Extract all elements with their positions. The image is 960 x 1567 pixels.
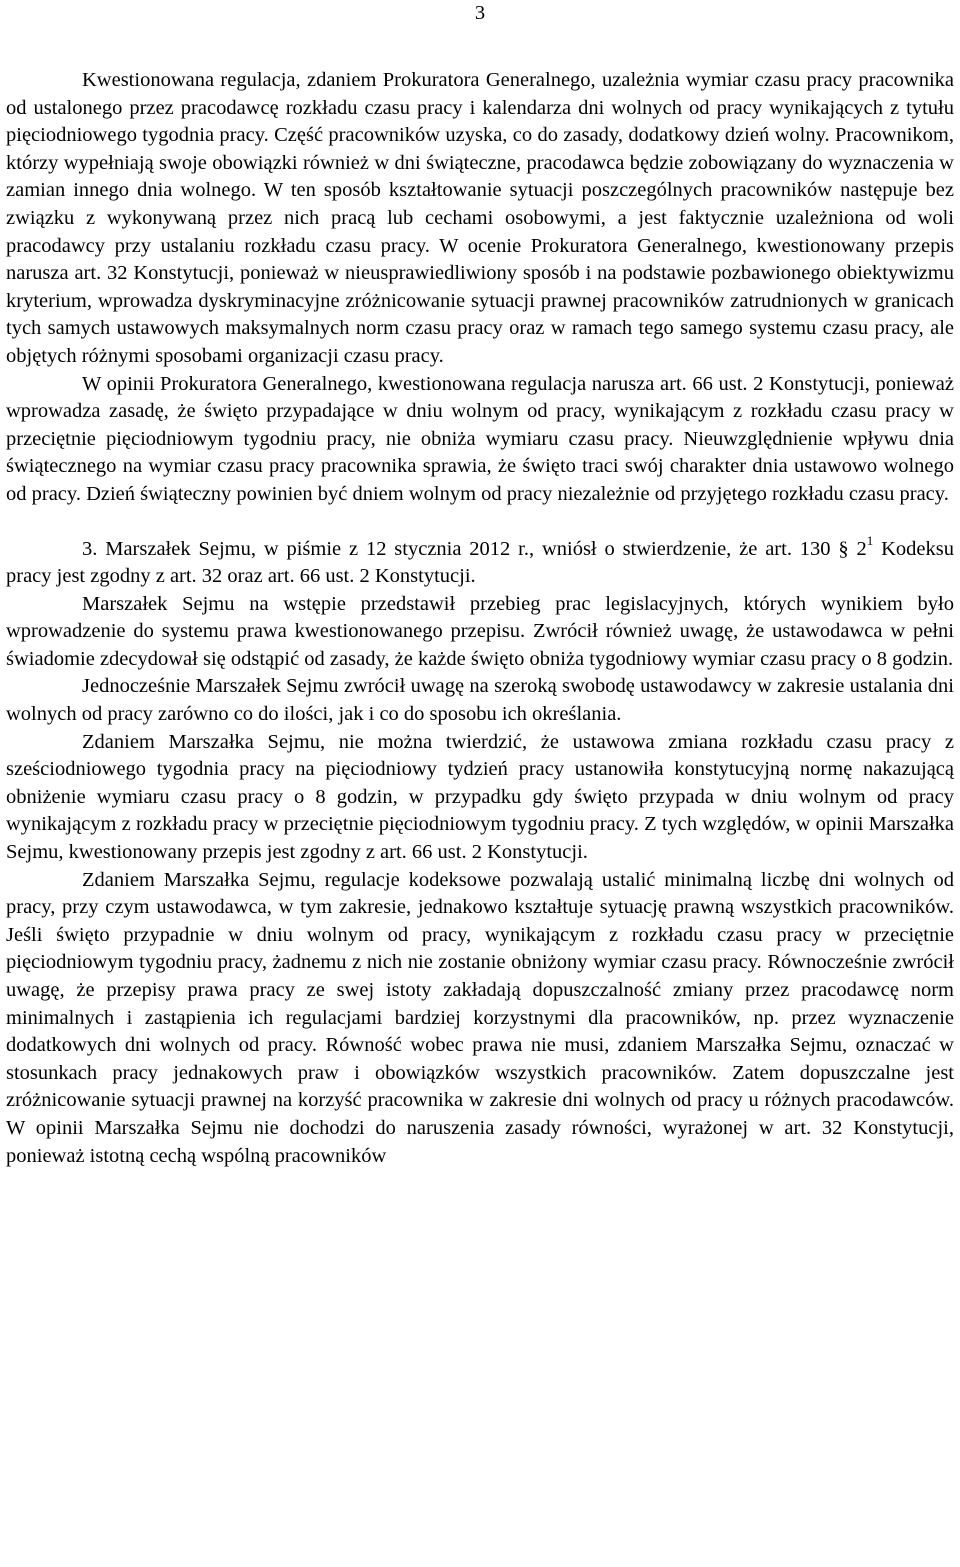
page-number: 3: [474, 2, 486, 24]
section-3-paragraph: [6, 532, 954, 591]
document-body: [6, 67, 954, 1170]
paragraph: Zdaniem Marszałka Sejmu, nie można twierdzić, że ustawowa zmiana rozkładu czasu pracy z sześciodniowego tygodnia pracy na pięciodniowy tydzień pracy ustanowiła konstytucyjną normę nakazującą obniżenie wymiaru czasu pracy o 8 godzin, w przypadku gdy święto przypada w dniu wolnym od pracy wynikającym z rozkładu pracy w przeciętnie pięciodniowym tygodniu pracy. Z tych względów, w opinii Marszałka Sejmu, kwestionowany przepis jest zgodny z art. 66 ust. 2 Konstytucji.: [6, 730, 954, 864]
paragraph: Kwestionowana regulacja, zdaniem Prokuratora Generalnego, uzależnia wymiar czasu pracy pracownika od ustalonego przez pracodawcę rozkładu czasu pracy i kalendarza dni wolnych od pracy wynikających z tytułu pięciodniowego tygodnia pracy. Część pracowników uzyska, co do zasady, dodatkowy dzień wolny. Pracownikom, którzy wypełniają swoje obowiązki również w dni świąteczne, pracodawca będzie zobowiązany do wyznaczenia w zamian innego dnia wolnego. W ten sposób kształtowanie sytuacji poszczególnych pracowników następuje bez związku z wykonywaną przez nich pracą lub cechami osobowymi, a jest faktycznie uzależniona od woli pracodawcy przy ustalaniu rozkładu czasu pracy. W ocenie Prokuratora Generalnego, kwestionowany przepis narusza art. 32 Konstytucji, ponieważ w nieusprawiedliwiony sposób i na podstawie pozbawionego obiektywizmu kryterium, wprowadza dyskryminacyjne zróżnicowanie sytuacji prawnej pracowników zatrudnionych w granicach tych samych ustawowych maksymalnych norm czasu pracy oraz w ramach tego samego systemu czasu pracy, ale objętych różnymi sposobami organizacji czasu pracy.: [6, 69, 954, 367]
paragraph: W opinii Prokuratora Generalnego, kwestionowana regulacja narusza art. 66 ust. 2 Konstytucji, ponieważ wprowadza zasadę, że święto przypadające w dniu wolnym od pracy, wynikającym z rozkładu czasu pracy w przeciętnie pięciodniowym tygodniu pracy, nie obniża wymiaru czasu pracy. Nieuwzględnienie wpływu dnia świątecznego na wymiar czasu pracy pracownika sprawia, że święto traci swój charakter dnia ustawowo wolnego od pracy. Dzień świąteczny powinien być dniem wolnym od pracy niezależnie od przyjętego rozkładu czasu pracy.: [6, 372, 954, 505]
superscript: 1: [866, 532, 874, 548]
paragraph: Zdaniem Marszałka Sejmu, regulacje kodeksowe pozwalają ustalić minimalną liczbę dni wolnych od pracy, przy czym ustawodawca, w tym zakresie, jednakowo kształtuje sytuację prawną wszystkich pracowników. Jeśli święto przypadnie w dniu wolnym od pracy, wynikającym z rozkładu czasu pracy w przeciętnie pięciodniowym tygodniu pracy, żadnemu z nich nie zostanie obniżony wymiar czasu pracy. Równocześnie zwrócił uwagę, że przepisy prawa pracy ze swej istoty zakładają dopuszczalność zmiany przez pracodawcę norm minimalnych i zastąpienia ich regulacjami bardziej korzystnymi dla pracowników, np. przez wyznaczenie dodatkowych dni wolnych od pracy. Równość wobec prawa nie musi, zdaniem Marszałka Sejmu, oznaczać w stosunkach pracy jednakowych praw i obowiązków wszystkich pracowników. Zatem dopuszczalne jest zróżnicowanie sytuacji prawnej na korzyść pracownika w zakresie dni wolnych od pracy u różnych pracodawców. W opinii Marszałka Sejmu nie dochodzi do naruszenia zasady równości, wyrażonej w art. 32 Konstytucji, ponieważ istotną cechą wspólną pracowników: [6, 868, 954, 1167]
section-3-tail: Kodeksu pracy jest zgodny z art. 32 oraz art. 66 ust. 2 Konstytucji.: [6, 537, 954, 588]
section-3-lead: 3. Marszałek Sejmu, w piśmie z 12 stycznia 2012 r., wniósł o stwierdzenie, że art. 130 § 2: [82, 537, 867, 560]
paragraph: Marszałek Sejmu na wstępie przedstawił przebieg prac legislacyjnych, których wynikiem było wprowadzenie do systemu prawa kwestionowanego przepisu. Zwrócił również uwagę, że ustawodawca w pełni świadomie zdecydował się odstąpić od zasady, że każde święto obniża tygodniowy wymiar czasu pracy o 8 godzin.: [6, 592, 954, 670]
paragraph: Jednocześnie Marszałek Sejmu zwrócił uwagę na szeroką swobodę ustawodawcy w zakresie ustalania dni wolnych od pracy zarówno co do ilości, jak i co do sposobu ich określania.: [6, 675, 954, 726]
